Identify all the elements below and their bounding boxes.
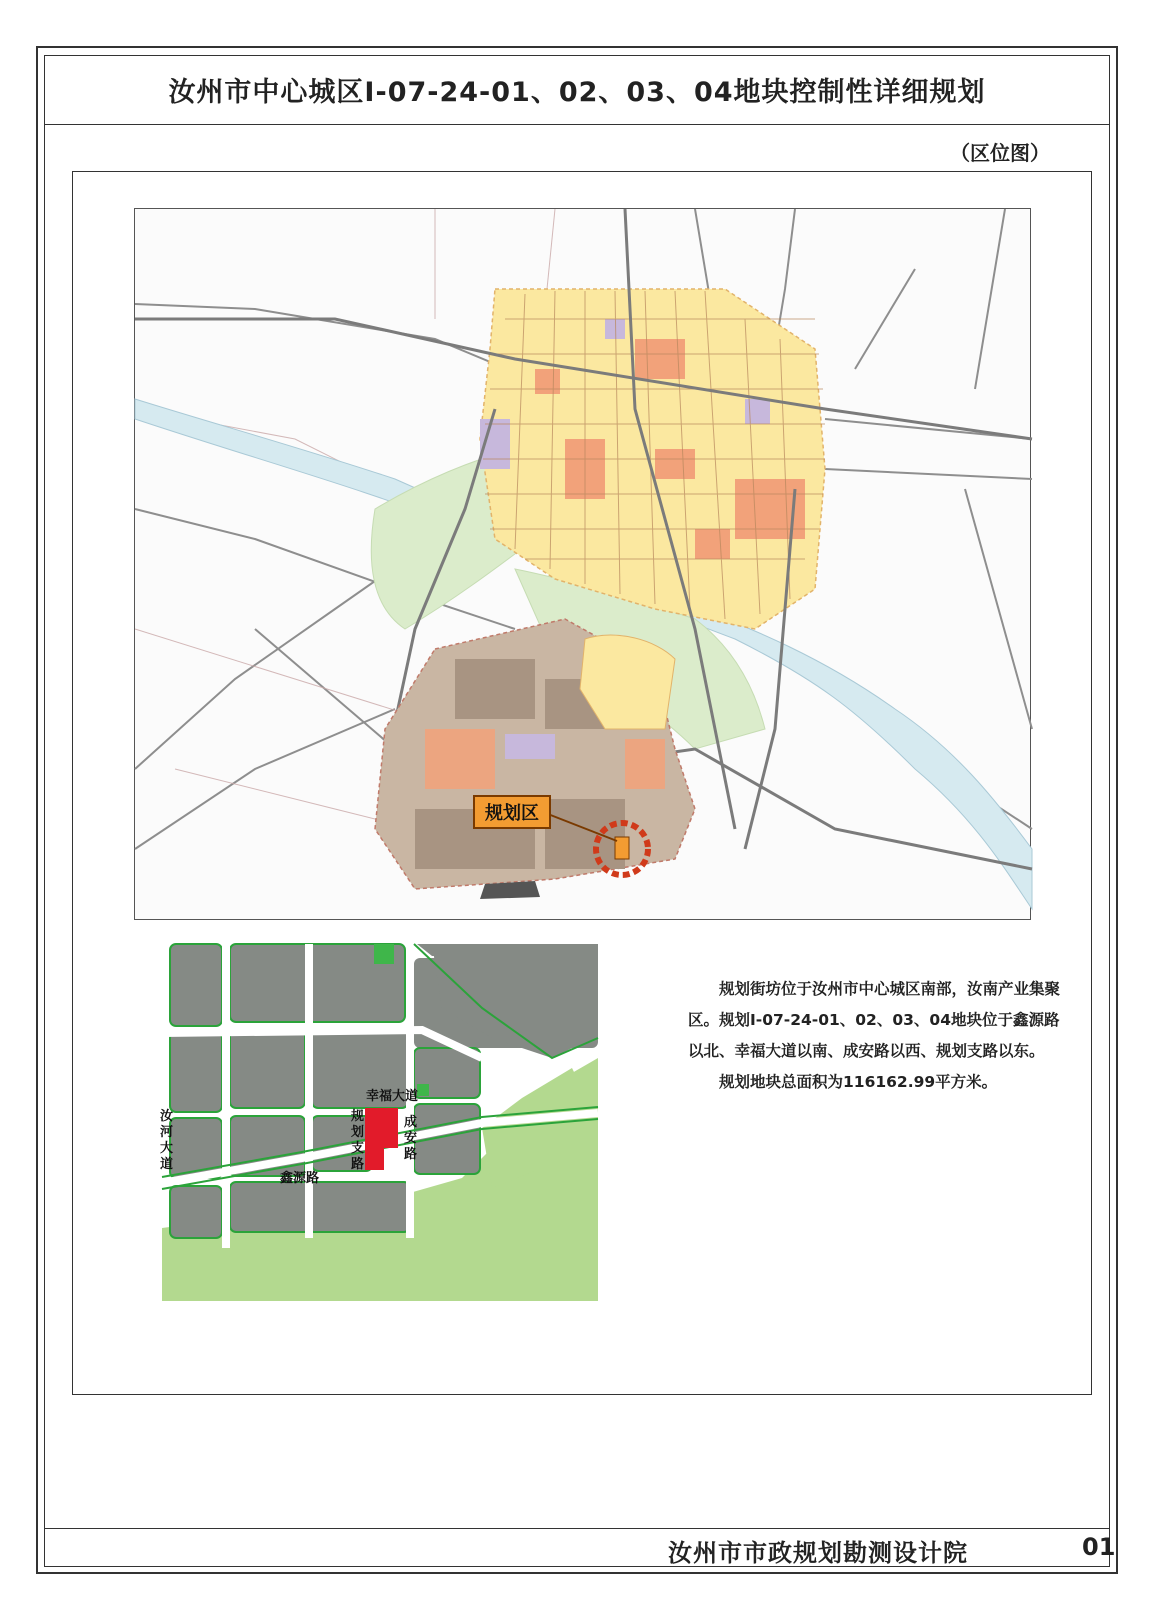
block-ne-strip (417, 944, 598, 956)
south-public-blocks (505, 734, 555, 759)
svg-text:安: 安 (404, 1131, 418, 1146)
svg-text:支: 支 (351, 1141, 365, 1156)
svg-text:道: 道 (160, 1157, 174, 1172)
title-bar (44, 55, 1110, 125)
inset-map-svg (162, 948, 598, 1301)
label-xinyuan-road: 鑫源路 (280, 1171, 320, 1186)
green-patch-small (417, 1084, 429, 1096)
svg-text:路: 路 (351, 1157, 365, 1172)
description-paragraph-1: 规划街坊位于汝州市中心城区南部，汝南产业集聚区。规划I-07-24-01、02、03、04地块位于鑫源路以北、幸福大道以南、成安路以西、规划支路以东。 (688, 980, 1061, 1060)
description-paragraph-2: 规划地块总面积为116162.99平方米。 (719, 1073, 998, 1091)
footer-page-number: 01 (1082, 1533, 1116, 1561)
svg-text:汝: 汝 (160, 1109, 174, 1124)
svg-text:大: 大 (160, 1141, 174, 1156)
main-location-map (134, 208, 1031, 920)
green-patch (374, 944, 394, 964)
svg-text:规: 规 (351, 1109, 365, 1124)
svg-text:成: 成 (404, 1115, 418, 1130)
plan-area-label: 规划区 (473, 795, 551, 829)
description (688, 974, 1068, 1098)
svg-text:划: 划 (351, 1125, 365, 1140)
label-xingfu-road: 幸福大道 (366, 1089, 419, 1104)
footer-organization: 汝州市市政规划勘测设计院 (668, 1539, 968, 1567)
main-map-svg (135, 209, 1032, 921)
inset-detail-map (162, 948, 598, 1301)
svg-text:路: 路 (404, 1147, 418, 1162)
svg-text:河: 河 (160, 1125, 174, 1140)
page-subtitle: （区位图） (950, 141, 1050, 165)
label-chengan-road (404, 1114, 417, 1162)
page-title: 汝州市中心城区I-07-24-01、02、03、04地块控制性详细规划 (168, 77, 986, 108)
